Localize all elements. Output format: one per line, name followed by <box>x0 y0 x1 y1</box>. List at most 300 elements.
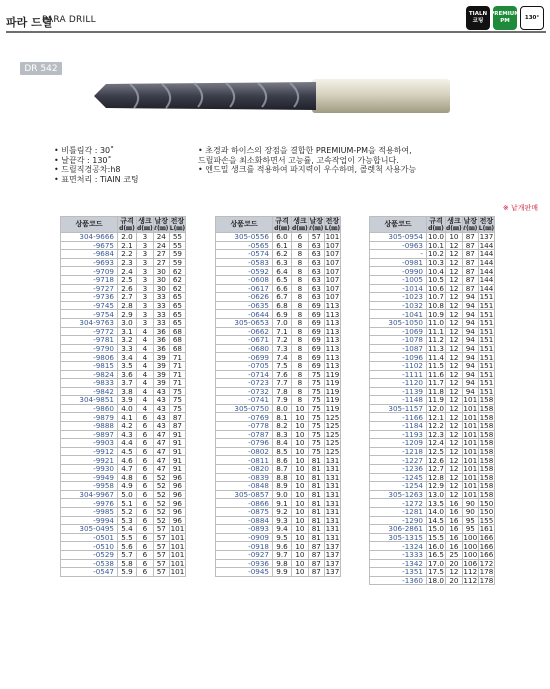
spec-cell: 12 <box>446 422 463 431</box>
spec-cell: 101 <box>463 447 478 457</box>
spec-cell: 131 <box>325 507 340 517</box>
spec-cell: 7.4 <box>273 353 292 362</box>
spec-cell: 144 <box>479 266 494 276</box>
table-row <box>61 275 186 284</box>
spec-cell: 59 <box>169 250 185 259</box>
product-code-cell: -0671 <box>216 336 273 345</box>
spec-cell: 6 <box>137 542 154 551</box>
spec-cell: 4.1 <box>118 413 137 422</box>
product-code-cell: -0741 <box>216 396 273 405</box>
spec-cell: 75 <box>308 413 324 422</box>
spec-cell: 5.9 <box>118 568 137 577</box>
product-code-cell: -9833 <box>61 379 118 388</box>
spec-cell: 94 <box>462 344 478 353</box>
spec-cell: 12 <box>446 336 463 345</box>
spec-cell: 12 <box>446 439 463 448</box>
spec-cell: 91 <box>169 430 185 439</box>
product-code-cell: -1360 <box>370 576 427 585</box>
spec-cell: 71 <box>169 353 185 362</box>
spec-cell: 90 <box>462 508 478 517</box>
spec-cell: 10 <box>292 559 309 568</box>
spec-cell: 131 <box>325 490 340 499</box>
table-row <box>370 301 495 310</box>
spec-cell: 63 <box>308 275 324 284</box>
model-tag: DR 542 <box>20 62 62 75</box>
product-code-cell: -9772 <box>61 327 118 336</box>
spec-cell: 10.2 <box>427 249 444 259</box>
product-code-cell: -1209 <box>370 439 427 448</box>
spec-cell: 15.0 <box>427 524 444 534</box>
spec-cell: 8 <box>292 318 309 327</box>
spec-cell: 158 <box>479 421 494 431</box>
spec-cell: 3 <box>137 284 154 293</box>
spec-cell: 2.6 <box>118 284 137 293</box>
spec-cell: 8 <box>292 353 309 362</box>
spec-cell: 33 <box>153 293 169 302</box>
spec-cell: 6 <box>137 559 154 568</box>
spec-cell: 11.3 <box>427 343 444 353</box>
spec-cell: 4.8 <box>118 473 137 482</box>
spec-cell: 94 <box>462 336 478 345</box>
spec-cell: 137 <box>325 550 340 560</box>
spec-cell: 131 <box>325 455 340 465</box>
spec-cell: 137 <box>325 567 340 577</box>
spec-cell: 12 <box>446 301 463 310</box>
spec-cell: 7.0 <box>273 318 292 327</box>
spec-cell: 14.5 <box>427 515 444 525</box>
spec-cell: 87 <box>308 559 324 568</box>
table-row <box>370 404 495 413</box>
table-row <box>370 550 495 559</box>
spec-cell: 2.5 <box>118 275 137 284</box>
spec-cell: 12.2 <box>427 421 444 431</box>
spec-cell: 3 <box>137 258 154 267</box>
spec-cell: 63 <box>308 293 324 302</box>
product-code-cell: -1184 <box>370 422 427 431</box>
spec-cell: 131 <box>325 481 340 491</box>
product-code-cell: -0723 <box>216 379 273 388</box>
spec-cell: 81 <box>308 473 324 482</box>
spec-cell: 30 <box>153 284 169 293</box>
spec-cell: 100 <box>463 541 478 551</box>
spec-cell: 8 <box>292 258 309 267</box>
spec-cell: 101 <box>463 490 478 499</box>
spec-cell: 96 <box>169 508 185 517</box>
spec-cell: 87 <box>462 267 478 276</box>
spec-cell: 2.1 <box>118 241 137 250</box>
spec-cell: 8.4 <box>273 439 292 448</box>
product-code-cell: -1272 <box>370 499 427 508</box>
spec-cell: 13.5 <box>427 498 444 508</box>
spec-cell: 8 <box>292 241 309 250</box>
spec-cell: 10.3 <box>427 257 444 267</box>
spec-cell: 4 <box>137 396 154 405</box>
spec-cell: 119 <box>325 378 340 388</box>
table-row <box>370 258 495 267</box>
spec-cell: 63 <box>308 250 324 259</box>
spec-cell: 158 <box>479 404 494 414</box>
product-code-cell: -1193 <box>370 430 427 439</box>
spec-cell: 5.6 <box>118 542 137 551</box>
spec-cell: 107 <box>325 292 340 302</box>
spec-cell: 52 <box>153 508 169 517</box>
spec-cell: 12.0 <box>427 404 444 414</box>
spec-cell: 3.7 <box>118 379 137 388</box>
spec-cell: 12 <box>446 267 463 276</box>
spec-cell: 68 <box>169 344 185 353</box>
spec-cell: 12 <box>446 490 463 499</box>
spec-cell: 113 <box>325 361 340 371</box>
spec-cell: 11.7 <box>427 378 444 388</box>
spec-cell: 6.0 <box>273 233 292 242</box>
spec-cell: 8.8 <box>273 473 292 482</box>
spec-cell: 10.9 <box>427 309 444 319</box>
spec-cell: 166 <box>479 550 494 560</box>
product-code-cell: -1333 <box>370 550 427 559</box>
product-code-cell: -0927 <box>216 550 273 559</box>
spec-cell: 144 <box>479 240 494 250</box>
product-code-cell: -0592 <box>216 267 273 276</box>
table-row <box>61 336 186 345</box>
spec-cell: 7.5 <box>273 361 292 370</box>
spec-cell: 12.7 <box>427 464 444 474</box>
spec-cell: 69 <box>308 344 324 353</box>
table-row <box>370 318 495 327</box>
spec-cell: 94 <box>462 293 478 302</box>
spec-cell: 8.9 <box>273 482 292 491</box>
column-header: 생크 d(㎜) <box>292 216 308 232</box>
spec-cell: 57 <box>153 533 169 542</box>
spec-cell: 5.2 <box>118 508 137 517</box>
spec-cell: 12 <box>446 456 463 465</box>
product-code-cell: -9736 <box>61 293 118 302</box>
product-code-cell: -0820 <box>216 465 273 474</box>
table-row <box>216 465 341 474</box>
spec-cell: 47 <box>153 465 169 474</box>
spec-cell: 8.7 <box>273 465 292 474</box>
spec-cell: 75 <box>308 430 324 439</box>
spec-cell: 16.5 <box>427 550 444 560</box>
spec-cell: 10 <box>292 456 309 465</box>
spec-cell: 119 <box>325 369 340 379</box>
spec-cell: 131 <box>325 472 340 482</box>
product-table-2 <box>215 216 341 577</box>
spec-cell: 8.2 <box>273 422 292 431</box>
spec-cell: 10 <box>292 422 309 431</box>
spec-cell: 3 <box>137 293 154 302</box>
spec-cell: 4 <box>137 353 154 362</box>
spec-cell: 43 <box>153 387 169 396</box>
spec-cell: 52 <box>153 499 169 508</box>
spec-cell: 101 <box>463 429 478 439</box>
spec-cell: 113 <box>325 335 340 345</box>
spec-cell: 113 <box>325 326 340 336</box>
spec-cell: 113 <box>325 318 340 328</box>
spec-cell: 6 <box>137 456 154 465</box>
product-code-cell: -0945 <box>216 568 273 577</box>
table-row <box>61 422 186 431</box>
spec-cell: 94 <box>462 370 478 379</box>
single-sale-notice: ※ 낱개판매 <box>502 204 538 212</box>
spec-cell: 24 <box>153 233 169 242</box>
spec-cell: 16.0 <box>427 541 444 551</box>
spec-cell: 63 <box>308 267 324 276</box>
product-code-cell: -9985 <box>61 508 118 517</box>
spec-cell: 10 <box>292 542 309 551</box>
spec-cell: 39 <box>153 379 169 388</box>
spec-cell: 39 <box>153 353 169 362</box>
spec-cell: 81 <box>308 516 324 525</box>
spec-cell: 75 <box>169 387 185 396</box>
spec-cell: 57 <box>153 568 169 577</box>
column-header: 생크 d(㎜) <box>137 216 153 232</box>
spec-cell: 7.3 <box>273 344 292 353</box>
spec-cell: 151 <box>479 326 494 336</box>
spec-cell: 96 <box>169 482 185 491</box>
spec-cell: 55 <box>169 233 185 242</box>
product-code-cell: -0583 <box>216 258 273 267</box>
product-code-cell: -0811 <box>216 456 273 465</box>
spec-cell: 12 <box>446 447 463 456</box>
product-code-cell: -1148 <box>370 396 427 405</box>
spec-cell: 5.0 <box>118 490 137 499</box>
column-header: 상품코드 <box>61 217 118 233</box>
spec-cell: 4.7 <box>118 465 137 474</box>
spec-cell: 6 <box>137 516 154 525</box>
spec-cell: 16 <box>446 508 463 517</box>
drill-illustration-icon <box>20 62 532 138</box>
spec-cell: 151 <box>479 335 494 345</box>
spec-cell: 68 <box>169 327 185 336</box>
spec-cell: 81 <box>308 456 324 465</box>
spec-cell: 101 <box>463 438 478 448</box>
spec-cell: 131 <box>325 515 340 525</box>
spec-cell: 16 <box>446 533 463 542</box>
spec-cell: 75 <box>308 447 324 456</box>
product-code-cell: -9994 <box>61 516 118 525</box>
spec-cell: 57 <box>153 550 169 559</box>
spec-cell: 131 <box>325 464 340 474</box>
spec-cell: 7.8 <box>273 387 292 396</box>
spec-cell: 2.7 <box>118 293 137 302</box>
spec-cell: 6 <box>137 550 154 559</box>
table-header-row <box>370 217 495 233</box>
table-row <box>61 508 186 517</box>
spec-cell: 107 <box>325 275 340 285</box>
spec-cell: 11.2 <box>427 335 444 345</box>
spec-cell: 87 <box>462 233 478 242</box>
spec-cell: 62 <box>169 275 185 284</box>
product-code-cell: -0565 <box>216 241 273 250</box>
spec-cell: 107 <box>325 266 340 276</box>
spec-cell: 7.7 <box>273 379 292 388</box>
spec-cell: 90 <box>462 499 478 508</box>
table-row <box>370 508 495 517</box>
spec-cell: 151 <box>479 352 494 362</box>
spec-cell: 8 <box>292 284 309 293</box>
spec-cell: 158 <box>479 481 494 491</box>
product-code-cell: -1014 <box>370 284 427 293</box>
spec-cell: 87 <box>462 250 478 259</box>
spec-cell: 119 <box>325 404 340 414</box>
spec-cell: 2.2 <box>118 250 137 259</box>
table-row <box>61 465 186 474</box>
spec-cell: 12.8 <box>427 472 444 482</box>
spec-cell: 158 <box>479 464 494 474</box>
spec-cell: 36 <box>153 336 169 345</box>
spec-cell: 107 <box>325 249 340 259</box>
spec-cell: 36 <box>153 344 169 353</box>
spec-cell: 4.2 <box>118 422 137 431</box>
spec-cell: 30 <box>153 275 169 284</box>
column-header: 전장 L(㎜) <box>169 216 186 232</box>
spec-cell: 125 <box>325 447 340 457</box>
spec-cell: 12 <box>446 241 463 250</box>
spec-cell: 8 <box>292 387 309 396</box>
product-code-cell: -9958 <box>61 482 118 491</box>
spec-cell: 71 <box>169 361 185 370</box>
spec-cell: 12.1 <box>427 412 444 422</box>
spec-cell: 8 <box>292 361 309 370</box>
spec-cell: 11.4 <box>427 352 444 362</box>
header-divider <box>6 31 546 33</box>
spec-cell: 9.8 <box>273 559 292 568</box>
table-row <box>216 258 341 267</box>
spec-cell: 27 <box>153 250 169 259</box>
product-code-cell: -0635 <box>216 301 273 310</box>
spec-cell: 8 <box>292 327 309 336</box>
spec-cell: 5.7 <box>118 550 137 559</box>
product-code-cell: -0547 <box>61 568 118 577</box>
spec-cell: 10.5 <box>427 275 444 285</box>
spec-cell: 65 <box>169 301 185 310</box>
spec-cell: 69 <box>308 318 324 327</box>
product-code-cell: 305-1157 <box>370 404 427 413</box>
spec-cell: 10 <box>292 482 309 491</box>
spec-cell: 12 <box>446 258 463 267</box>
table-row <box>216 404 341 413</box>
spec-cell: 5.8 <box>118 559 137 568</box>
spec-cell: 12 <box>446 293 463 302</box>
spec-cell: 113 <box>325 343 340 353</box>
spec-cell: 101 <box>170 524 185 534</box>
column-header: 전장 L(㎜) <box>478 216 495 232</box>
spec-cell: 101 <box>463 464 478 474</box>
spec-cell: 5.1 <box>118 499 137 508</box>
table-row <box>370 336 495 345</box>
spec-cell: 12 <box>446 465 463 474</box>
spec-cell: 33 <box>153 301 169 310</box>
spec-cell: 10 <box>292 439 309 448</box>
table-row <box>61 533 186 542</box>
spec-cell: 8.1 <box>273 413 292 422</box>
table-row <box>61 550 186 559</box>
spec-cell: 144 <box>479 275 494 285</box>
spec-cell: 100 <box>463 550 478 560</box>
product-code-cell: 305-0857 <box>216 490 273 499</box>
spec-cell: 25 <box>446 550 463 559</box>
product-code-cell: -9903 <box>61 439 118 448</box>
spec-cell: 161 <box>479 524 494 534</box>
spec-cell: 12 <box>446 318 463 327</box>
table-row <box>61 525 186 534</box>
spec-cell: 6.9 <box>273 310 292 319</box>
table-row <box>370 379 495 388</box>
table-row <box>370 525 495 534</box>
spec-cell: 101 <box>170 541 185 551</box>
spec-cell: 158 <box>479 455 494 465</box>
spec-cell: 71 <box>169 379 185 388</box>
spec-cell: 39 <box>153 361 169 370</box>
spec-cell: 6 <box>137 499 154 508</box>
product-code-cell: -1218 <box>370 447 427 456</box>
spec-cell: 81 <box>308 525 324 534</box>
spec-cell: 12.5 <box>427 447 444 457</box>
table-row <box>370 465 495 474</box>
spec-cell: 10 <box>292 473 309 482</box>
table-row <box>216 275 341 284</box>
column-header: 날장 ℓ(㎜) <box>309 216 324 232</box>
spec-cell: 10 <box>292 533 309 542</box>
spec-cell: 75 <box>308 387 324 396</box>
product-code-cell: -0714 <box>216 370 273 379</box>
product-code-cell: -1227 <box>370 456 427 465</box>
spec-cell: 6 <box>137 465 154 474</box>
product-code-cell: -0769 <box>216 413 273 422</box>
spec-cell: 75 <box>169 404 185 413</box>
spec-cell: 33 <box>153 318 169 327</box>
spec-cell: 6.7 <box>273 293 292 302</box>
spec-cell: 3 <box>137 310 154 319</box>
spec-cell: 47 <box>153 430 169 439</box>
spec-cell: 131 <box>325 524 340 534</box>
spec-cell: 87 <box>462 275 478 284</box>
table-row <box>216 447 341 456</box>
feature-list: • 초경과 하이스의 장점을 결합한 PREMIUM-PM을 적용하여, 드릴파손을 최소화하면서 고능률, 고속작업이 가능합니다. • 엔드밀 생크를 적용하여 파지력이 우수하며, 콜렛척 사용가능 <box>198 146 417 174</box>
table-row <box>61 361 186 370</box>
spec-cell: 178 <box>479 575 494 585</box>
spec-cell: 3.8 <box>118 387 137 396</box>
product-code-cell: 305-0750 <box>216 404 273 413</box>
spec-cell: 9.6 <box>273 542 292 551</box>
spec-cell: 9.2 <box>273 508 292 517</box>
spec-cell: 12 <box>446 250 463 259</box>
spec-cell: 4 <box>137 361 154 370</box>
spec-cell: 101 <box>463 481 478 491</box>
spec-cell: 6.1 <box>273 241 292 250</box>
spec-cell: 158 <box>479 490 494 499</box>
product-code-cell: 305-1263 <box>370 490 427 499</box>
spec-cell: 59 <box>169 258 185 267</box>
spec-cell: 2.8 <box>118 301 137 310</box>
spec-cell: 8.0 <box>273 404 292 413</box>
spec-cell: 94 <box>462 327 478 336</box>
spec-cell: 7.1 <box>273 327 292 336</box>
table-header-row <box>61 217 186 233</box>
spec-cell: 6.5 <box>273 275 292 284</box>
spec-cell: 95 <box>462 525 478 534</box>
spec-cell: 10 <box>292 550 309 559</box>
table-row <box>61 301 186 310</box>
column-header: 규격 d(㎜) <box>274 216 290 232</box>
spec-cell: 158 <box>479 412 494 422</box>
product-code-cell: -0848 <box>216 482 273 491</box>
spec-cell: 12 <box>446 284 463 293</box>
product-code-cell: -9709 <box>61 267 118 276</box>
spec-cell: 101 <box>463 455 478 465</box>
spec-cell: 101 <box>170 550 185 560</box>
spec-cell: 94 <box>462 387 478 396</box>
